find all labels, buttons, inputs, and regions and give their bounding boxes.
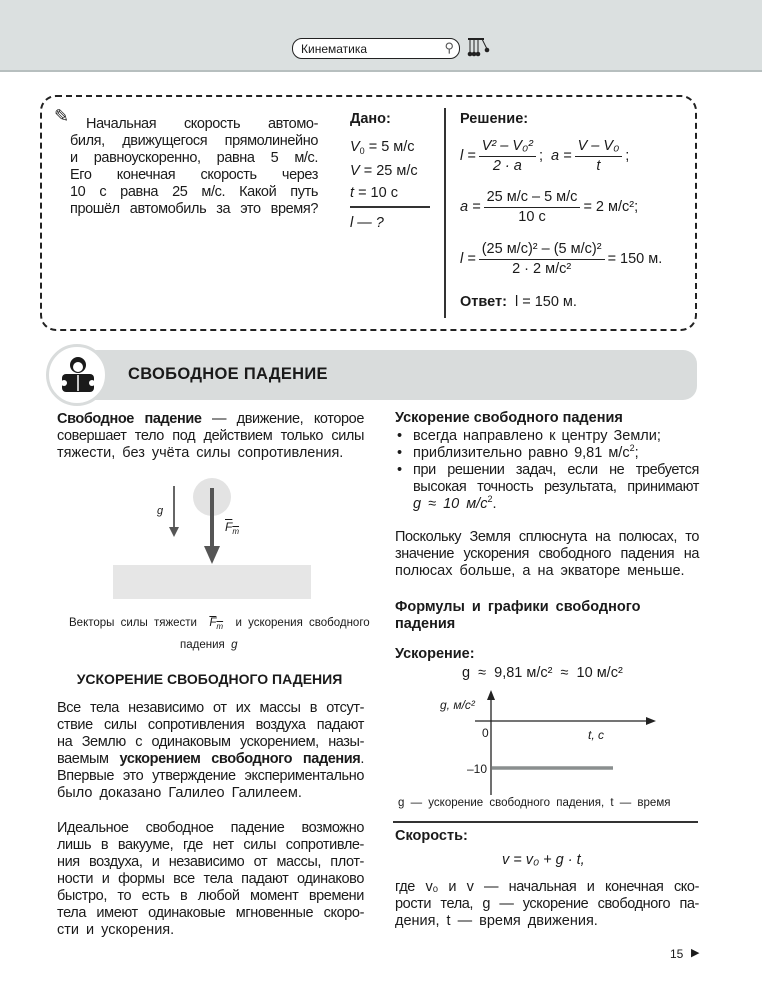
right-heading: Ускорение свободного падения	[395, 410, 623, 426]
x-axis-label: t, с	[588, 728, 605, 742]
paragraph-line: тела имеют одинаковые мгновенные скоро-	[57, 905, 364, 921]
formulas-heading: Формулы и графики свободного	[395, 599, 641, 615]
bullet-item: приблизительно равно 9,81 $м/с^2$;	[413, 443, 639, 461]
paragraph-line: полюсах больше, а на экваторе меньше.	[395, 563, 685, 579]
bullet-marker: •	[397, 428, 403, 444]
top-band	[0, 0, 762, 72]
graph-caption: g — ускорение свободного падения, t — время	[398, 797, 671, 809]
given-divider	[350, 206, 430, 208]
origin-label: 0	[482, 726, 489, 740]
force-vector-label: $F_т$	[225, 520, 240, 536]
paragraph-line: сти и ускорения.	[57, 922, 175, 938]
paragraph-line: рости тела, g — ускорение свободного па-	[395, 896, 699, 912]
acceleration-formula: g ≈ 9,81 м/с² ≈ 10 м/с²	[462, 665, 623, 681]
paragraph-line: дения, t — время движения.	[395, 913, 598, 929]
given-v0: $V_0 = 5$ м/с	[350, 139, 415, 156]
paragraph-line: где v₀ и v — начальная и конечная ско-	[395, 879, 699, 895]
problem-line: прошёл автомобиль за это время?	[70, 201, 318, 217]
page-number: 15	[670, 947, 684, 961]
paragraph-line: ствие силы сопротивления воздуха падают	[57, 717, 364, 733]
bullet-marker: •	[397, 445, 403, 461]
paragraph-line: ния воздуха, и независимо от массы, плот-	[57, 854, 364, 870]
section-title: СВОБОДНОЕ ПАДЕНИЕ	[128, 365, 328, 383]
bullet-item-cont: g ≈ 10 $м/с^2$.	[413, 494, 497, 512]
magnifier-icon: ⚲	[444, 40, 454, 55]
paragraph-line: лишь в вакууме, где нет силы сопротивле-	[57, 837, 364, 853]
paragraph-line: Все тела независимо от их массы в отсут-	[57, 700, 364, 716]
formula-path-value: l = $\frac{\text{(25 м/с)² – (5 м/с)²}}{\text{2 · 2 м/с²}}$ = 150 м.	[460, 241, 663, 277]
paragraph-line: быстро, то есть в любой момент времени	[57, 888, 364, 904]
formula-path-accel: l = $\frac{\text{V² – V₀²}}{2 \cdot a}$ ; a = $\frac{\text{V – V₀}}{t}$ ;	[460, 138, 630, 174]
y-tick-minus-10: –10	[467, 762, 488, 776]
pencil-icon: ✎	[54, 106, 70, 126]
definition-line-1: Свободное падение — движение, которое	[57, 411, 364, 427]
paragraph-line: значение ускорения свободного падения на	[395, 546, 699, 562]
gravity-vectors-figure	[100, 470, 330, 605]
given-t: t = 10 с	[350, 185, 398, 201]
bullet-marker: •	[397, 462, 403, 478]
subsection-heading: УСКОРЕНИЕ СВОБОДНОГО ПАДЕНИЯ	[76, 671, 343, 687]
problem-line: 10 с равна 25 м/с. Какой путь	[70, 184, 318, 200]
answer: Ответ: l = 150 м.	[460, 294, 577, 310]
paragraph-line: Поскольку Земля сплюснута на полюсах, то	[395, 529, 699, 545]
formula-accel-value: a = $\frac{25 м/с - 5 м/с}{10 с}$ = 2 м/с²;	[460, 189, 639, 225]
g-vector-label: g	[157, 505, 164, 517]
speed-formula: v = v₀ + g · t,	[502, 852, 585, 868]
given-title: Дано:	[350, 111, 391, 127]
given-v: V = 25 м/с	[350, 163, 418, 179]
definition-line-3: тяжести, без учёта силы сопротивления.	[57, 445, 344, 461]
paragraph-line: ваемым ускорением свободного падения.	[57, 751, 364, 767]
newtons-cradle-icon	[466, 36, 490, 60]
formulas-heading-cont: падения	[395, 616, 456, 632]
section-divider	[393, 821, 698, 823]
paragraph-line: Впервые это утверждение экспериментально	[57, 768, 364, 784]
bullet-item: всегда направлено к центру Земли;	[413, 428, 661, 444]
chapter-label: Кинематика	[301, 42, 368, 56]
chapter-search-field[interactable]	[292, 38, 460, 59]
y-axis-label: g, м/с²	[440, 698, 475, 712]
definition-line-2: совершает тело под действием только силы	[57, 428, 364, 444]
paragraph-line: на Землю с одинаковым ускорением, назы-	[57, 734, 364, 750]
solution-title: Решение:	[460, 111, 529, 127]
paragraph-line: ности и формы все тела падают одинаково	[57, 871, 364, 887]
paragraph-line: было доказано Галилео Галилеем.	[57, 785, 302, 801]
reading-person-icon	[58, 354, 98, 396]
problem-line: биля, движущегося прямолинейно	[70, 133, 318, 149]
problem-line: и равноускоренно, равна 5 м/с.	[70, 150, 318, 166]
speed-label: Скорость:	[395, 828, 468, 844]
ground-surface	[113, 565, 311, 599]
find-unknown: l — ?	[350, 215, 384, 231]
solution-divider	[444, 108, 446, 318]
problem-line: Его конечная скорость через	[70, 167, 318, 183]
figure-caption-line-2: падения g	[180, 639, 238, 651]
next-page-arrow-icon[interactable]: ▶	[691, 947, 700, 959]
acceleration-label: Ускорение:	[395, 646, 475, 662]
figure-caption-line-1: Векторы силы тяжести $F_т$ и ускорения свободного	[69, 617, 370, 631]
bullet-item-cont: высокая точность результата, принимают	[413, 479, 699, 495]
paragraph-line: Идеальное свободное падение возможно	[57, 820, 364, 836]
problem-line: Начальная скорость автомо-	[86, 116, 318, 132]
bullet-item: при решении задач, если не требуется	[413, 462, 699, 478]
